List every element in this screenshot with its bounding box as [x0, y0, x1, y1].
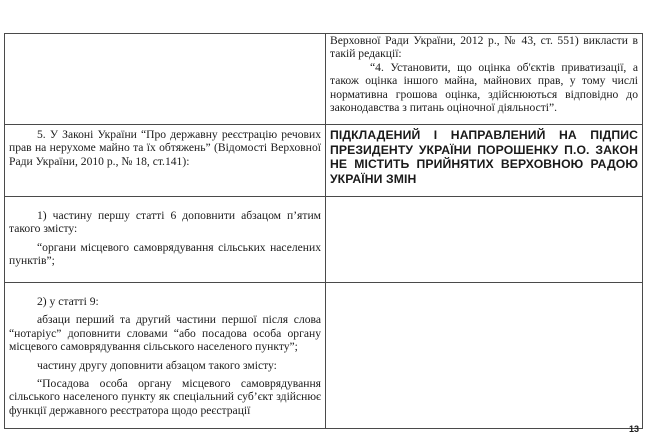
- left-cell: [5, 283, 326, 429]
- right-paragraph: “4. Установити, що оцінка об'єктів приватизації, а також оцінка іншого майна, майнових прав, у тому числі нормативна грошова оцінка, здійснюються відповідно до законодавства з питань оціночної діяльності”.: [330, 60, 638, 115]
- verdict-note: ПІДКЛАДЕНИЙ І НАПРАВЛЕНИЙ НА ПІДПИС ПРЕЗИДЕНТУ УКРАЇНИ ПОРОШЕНКУ П.О. ЗАКОН НЕ МІСТИТЬ ПРИЙНЯТИХ ВЕРХОВНОЮ РАДОЮ УКРАЇНИ ЗМІН: [330, 128, 638, 186]
- left-paragraph: “органи місцевого самоврядування сільських населених пунктів”;: [9, 240, 321, 268]
- right-cell: [326, 34, 643, 125]
- right-cell: [326, 283, 643, 429]
- comparison-table: [4, 33, 643, 429]
- left-paragraph: 1) частину першу статті 6 доповнити абзацом п’ятим такого змісту:: [9, 209, 321, 236]
- left-cell: [5, 125, 326, 197]
- left-paragraph: частину другу доповнити абзацом такого змісту:: [37, 358, 277, 372]
- table-row: [5, 34, 643, 125]
- left-paragraph: 2) у статті 9:: [37, 295, 99, 308]
- table-row: [5, 283, 643, 429]
- right-cell: [326, 125, 643, 197]
- table-row: [5, 125, 643, 197]
- left-paragraph: абзаци перший та другий частини першої після слова “нотаріус” доповнити словами “або посадова особа органу місцевого самоврядування сільського населеного пункту”;: [9, 313, 321, 354]
- left-cell: [5, 34, 326, 125]
- right-paragraph: Верховної Ради України, 2012 р., № 43, ст. 551) викласти в такій редакції:: [330, 34, 638, 61]
- right-cell: [326, 197, 643, 283]
- page-number: 13: [629, 424, 640, 434]
- law-heading: 5. У Законі України “Про державну реєстрацію речових прав на нерухоме майно та їх обтяжень” (Відомості Верховної Ради України, 2010 р., № 18, ст.141):: [9, 128, 321, 168]
- left-cell: [5, 197, 326, 283]
- left-paragraph: “Посадова особа органу місцевого самоврядування сільського населеного пункту як спеціальний суб’єкт здійснює функції державного реєстратора щодо реєстрації: [9, 377, 321, 417]
- table-row: [5, 197, 643, 283]
